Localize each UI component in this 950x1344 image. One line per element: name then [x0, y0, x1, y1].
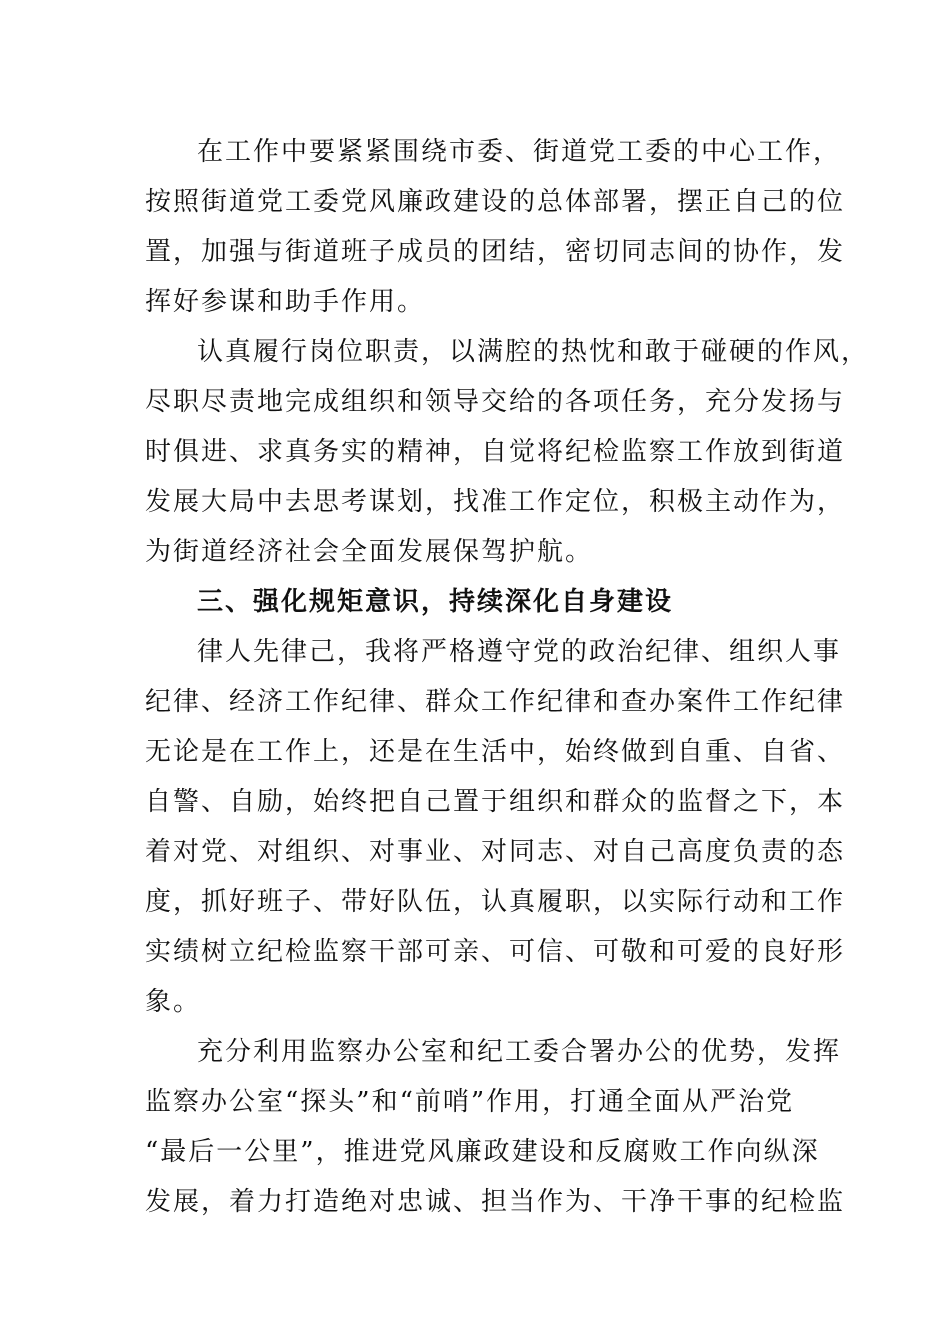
section-heading: 三、强化规矩意识，持续深化自身建设: [197, 587, 674, 617]
paragraph-3-line-8: 象。: [145, 987, 202, 1017]
paragraph-4-line-1: 充分利用监察办公室和纪工委合署办公的优势，发挥: [197, 1037, 842, 1067]
paragraph-3-line-5: 着对党、对组织、对事业、对同志、对自己高度负责的态: [145, 837, 846, 867]
paragraph-3-line-3: 无论是在工作上，还是在生活中，始终做到自重、自省、: [145, 737, 846, 767]
paragraph-4-line-2: 监察办公室“探头”和“前哨”作用，打通全面从严治党: [145, 1087, 795, 1117]
paragraph-3-line-6: 度，抓好班子、带好队伍，认真履职，以实际行动和工作: [145, 887, 846, 917]
paragraph-4-line-3: “最后一公里”，推进党风廉政建设和反腐败工作向纵深: [145, 1137, 820, 1167]
paragraph-2-line-2: 尽职尽责地完成组织和领导交给的各项任务，充分发扬与: [145, 387, 846, 417]
paragraph-4-line-4: 发展，着力打造绝对忠诚、担当作为、干净干事的纪检监: [145, 1187, 846, 1217]
paragraph-2-line-3: 时俱进、求真务实的精神，自觉将纪检监察工作放到街道: [145, 437, 846, 467]
paragraph-2-line-1: 认真履行岗位职责，以满腔的热忱和敢于碰硬的作风，: [197, 337, 870, 367]
paragraph-3-line-2: 纪律、经济工作纪律、群众工作纪律和查办案件工作纪律: [145, 687, 846, 717]
paragraph-3-line-1: 律人先律己，我将严格遵守党的政治纪律、组织人事: [197, 637, 842, 667]
paragraph-1-line-3: 置，加强与街道班子成员的团结，密切同志间的协作，发: [145, 237, 846, 267]
paragraph-1-line-4: 挥好参谋和助手作用。: [145, 287, 426, 317]
paragraph-2-line-5: 为街道经济社会全面发展保驾护航。: [145, 537, 594, 567]
paragraph-3-line-4: 自警、自励，始终把自己置于组织和群众的监督之下，本: [145, 787, 846, 817]
paragraph-2-line-4: 发展大局中去思考谋划，找准工作定位，积极主动作为，: [145, 487, 846, 517]
paragraph-1-line-2: 按照街道党工委党风廉政建设的总体部署，摆正自己的位: [145, 187, 846, 217]
paragraph-3-line-7: 实绩树立纪检监察干部可亲、可信、可敬和可爱的良好形: [145, 937, 846, 967]
paragraph-1-line-1: 在工作中要紧紧围绕市委、街道党工委的中心工作，: [197, 137, 842, 167]
